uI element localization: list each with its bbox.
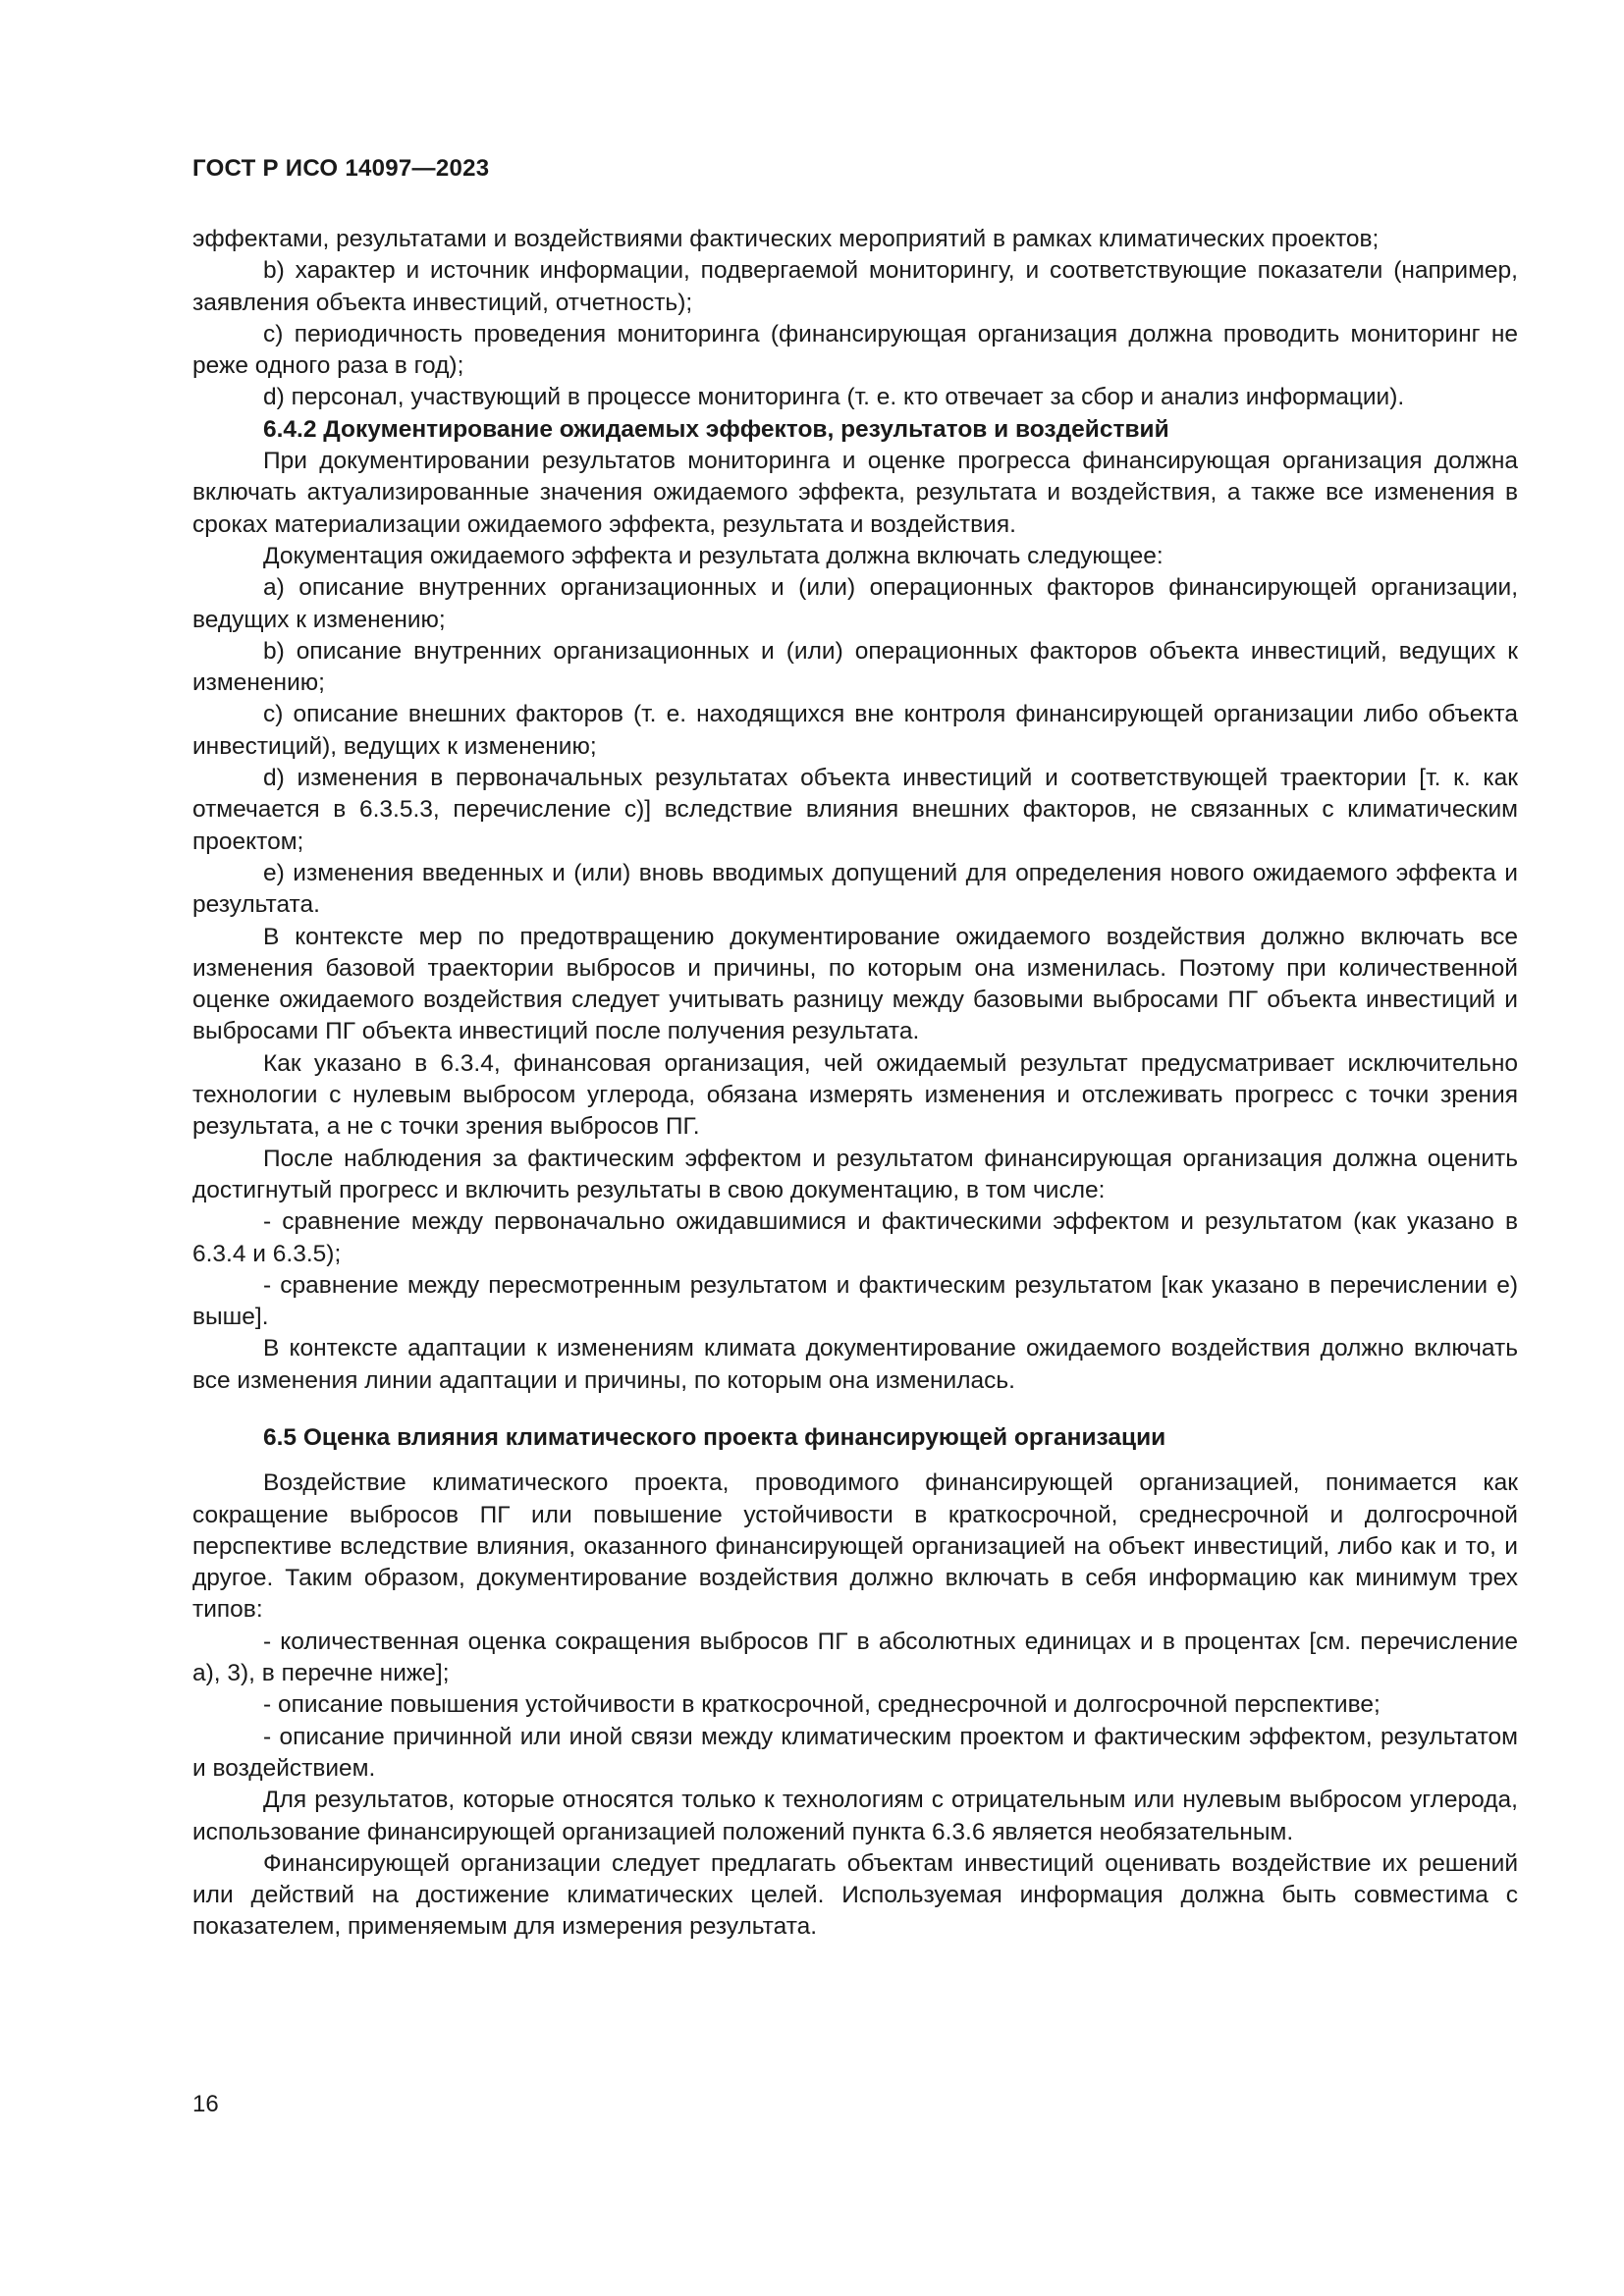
list-item-e: e) изменения введенных и (или) вновь вводимых допущений для определения нового ожидаемого эффекта и результата. — [192, 859, 1518, 919]
paragraph: Финансирующей организации следует предлагать объектам инвестиций оценивать воздействие их решений или действий на достижение климатических целей. Используемая информация должна быть совместима с показателем, применяемым для измерения результата. — [192, 1849, 1518, 1941]
paragraph: Воздействие климатического проекта, проводимого финансирующей организацией, понимается как сокращение выбросов ПГ или повышение устойчивости в краткосрочной, среднесрочной и долгосрочной перспективе вследствие влияния, оказанного финансирующей организацией на объект инвестиций, либо как и то, и другое. Таким образом, документирование воздействия должно включать в себя информацию как минимум трех типов: — [192, 1469, 1518, 1624]
dash-item: - описание повышения устойчивости в краткосрочной, среднесрочной и долгосрочной перспективе; — [263, 1691, 1380, 1719]
dash-item: - сравнение между первоначально ожидавшимися и фактическими эффектом и результатом (как указано в 6.3.4 и 6.3.5); — [192, 1208, 1518, 1267]
list-item-b: b) характер и источник информации, подвергаемой мониторингу, и соответствующие показатели (например, заявления объекта инвестиций, отчетность); — [192, 257, 1518, 316]
paragraph: В контексте мер по предотвращению документирование ожидаемого воздействия должно включать все изменения базовой траектории выбросов и причины, по которым она изменилась. Поэтому при количественной оценке ожидаемого воздействия следует учитывать разницу между базовыми выбросами ПГ объекта инвестиций и выбросами ПГ объекта инвестиций после получения результата. — [192, 923, 1518, 1045]
dash-item: - описание причинной или иной связи между климатическим проектом и фактическим эффектом, результатом и воздействием. — [192, 1723, 1518, 1782]
paragraph: Документация ожидаемого эффекта и результата должна включать следующее: — [263, 542, 1164, 569]
paragraph: После наблюдения за фактическим эффектом и результатом финансирующая организация должна оценить достигнутый прогресс и включить результаты в свою документацию, в том числе: — [192, 1145, 1518, 1203]
section-heading-6-4-2: 6.4.2 Документирование ожидаемых эффектов, результатов и воздействий — [263, 415, 1169, 443]
paragraph: При документировании результатов мониторинга и оценке прогресса финансирующая организация должна включать актуализированные значения ожидаемого эффекта, результата и воздействия, а также все изменения в сроках материализации ожидаемого эффекта, результата и воздействия. — [192, 448, 1518, 538]
list-item-d: d) изменения в первоначальных результатах объекта инвестиций и соответствующей траектории [т. к. как отмечается в 6.3.5.3, перечисление c)] вследствие влияния внешних факторов, не связанных с климатическим проектом; — [192, 765, 1518, 855]
list-item-a: a) описание внутренних организационных и (или) операционных факторов финансирующей организации, ведущих к изменению; — [192, 574, 1518, 633]
list-item-d: d) персонал, участвующий в процессе мониторинга (т. е. кто отвечает за сбор и анализ информации). — [263, 384, 1405, 411]
document-header: ГОСТ Р ИСО 14097—2023 — [192, 155, 490, 182]
paragraph: Для результатов, которые относятся только к технологиям с отрицательным или нулевым выбросом углерода, использование финансирующей организацией положений пункта 6.3.6 является необязательным. — [192, 1787, 1518, 1845]
paragraph: В контексте адаптации к изменениям климата документирование ожидаемого воздействия должно включать все изменения линии адаптации и причины, по которым она изменилась. — [192, 1335, 1518, 1394]
document-body — [192, 224, 1518, 1944]
dash-item: - сравнение между пересмотренным результатом и фактическим результатом [как указано в перечислении e) выше]. — [192, 1271, 1518, 1331]
dash-item: - количественная оценка сокращения выбросов ПГ в абсолютных единицах и в процентах [см. перечисление a), 3), в перечне ниже]; — [192, 1628, 1518, 1687]
paragraph: Как указано в 6.3.4, финансовая организация, чей ожидаемый результат предусматривает исключительно технологии с нулевым выбросом углерода, обязана измерять изменения и отслеживать прогресс с точки зрения результата, а не с точки зрения выбросов ПГ. — [192, 1049, 1518, 1141]
list-item-c: c) периодичность проведения мониторинга (финансирующая организация должна проводить мониторинг не реже одного раза в год); — [192, 320, 1518, 380]
list-item-b: b) описание внутренних организационных и (или) операционных факторов объекта инвестиций, ведущих к изменению; — [192, 637, 1518, 697]
paragraph: эффектами, результатами и воздействиями фактических мероприятий в рамках климатических проектов; — [192, 226, 1380, 252]
page-number: 16 — [192, 2091, 219, 2117]
section-heading-6-5: 6.5 Оценка влияния климатического проекта финансирующей организации — [263, 1423, 1166, 1451]
list-item-c: c) описание внешних факторов (т. е. находящихся вне контроля финансирующей организации либо объекта инвестиций), ведущих к изменению; — [192, 701, 1518, 760]
